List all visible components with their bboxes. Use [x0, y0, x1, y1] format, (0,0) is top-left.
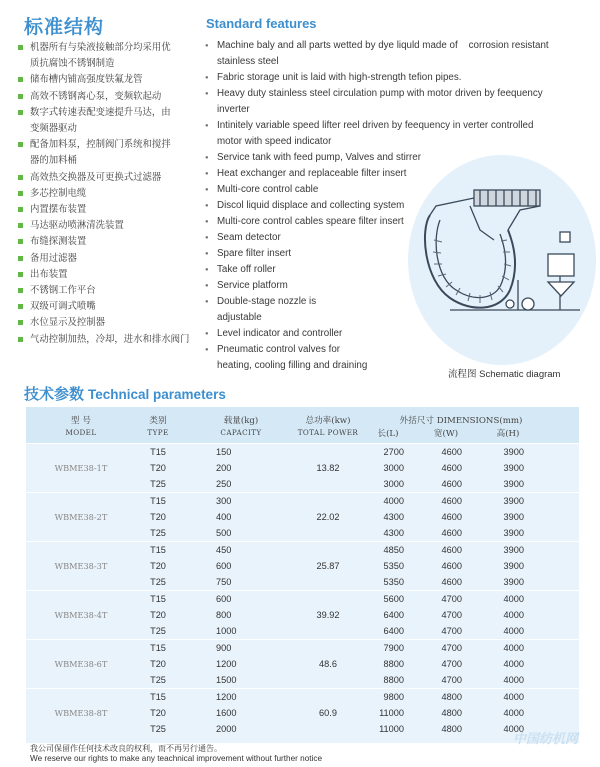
capacity-cell: 1200 — [216, 692, 237, 702]
feature-item-en — [205, 70, 575, 86]
bullet-icon — [18, 110, 23, 115]
capacity-cell: 200 — [216, 463, 232, 473]
feature-text-en: Spare filter insert — [217, 248, 292, 259]
table-row — [26, 542, 579, 558]
length-cell: 11000 — [379, 708, 404, 718]
length-cell: 6400 — [383, 610, 404, 620]
bullet-icon: ● — [205, 235, 209, 241]
height-cell: 3900 — [503, 545, 524, 555]
capacity-cell: 1500 — [216, 675, 237, 685]
bullet-icon — [18, 304, 23, 309]
type-cell: T15 — [150, 692, 166, 702]
feature-item-en — [205, 102, 575, 118]
bullet-icon: ● — [205, 203, 209, 209]
feature-item-en — [205, 118, 575, 134]
capacity-cell: 1600 — [216, 708, 237, 718]
model-name: WBME38-2T — [54, 512, 108, 522]
width-cell: 4600 — [441, 561, 462, 571]
feature-text-en: Discol liquid displace and collecting system — [217, 200, 405, 211]
width-cell: 4600 — [441, 447, 462, 457]
capacity-cell: 750 — [216, 577, 232, 587]
feature-item-cn — [12, 234, 190, 250]
feature-text-cn: 机器所有与染液接触部分均采用优 — [30, 42, 171, 53]
bullet-icon: ● — [205, 267, 209, 273]
table-row — [26, 493, 579, 509]
total-power: 22.02 — [316, 512, 340, 522]
feature-text-en: Multi-core control cable — [217, 184, 319, 195]
bullet-icon: ● — [205, 155, 209, 161]
capacity-cell: 900 — [216, 643, 232, 653]
type-cell: T15 — [150, 545, 166, 555]
bullet-icon: ● — [205, 171, 209, 177]
feature-text-en: Heat exchanger and replaceable filter insert — [217, 168, 407, 179]
header-power-en: TOTAL POWER — [297, 428, 359, 437]
table-row — [26, 591, 579, 607]
bullet-icon — [18, 223, 23, 228]
bullet-icon: ● — [205, 347, 209, 353]
feature-text-en: Seam detector — [217, 232, 281, 243]
capacity-cell: 600 — [216, 561, 232, 571]
bullet-icon — [18, 45, 23, 50]
type-cell: T15 — [150, 594, 166, 604]
width-cell: 4700 — [441, 626, 462, 636]
length-cell: 11000 — [379, 724, 404, 734]
capacity-cell: 250 — [216, 479, 232, 489]
header-power-cn: 总功率(kw) — [305, 416, 351, 426]
type-cell: T20 — [150, 659, 166, 669]
table-row — [26, 689, 579, 705]
length-cell: 2700 — [383, 447, 404, 457]
feature-text-cn: 双级可调式喷嘴 — [30, 301, 96, 313]
width-cell: 4700 — [441, 610, 462, 620]
feature-item-en — [205, 38, 575, 54]
feature-text-cn: 多芯控制电缆 — [30, 187, 87, 199]
model-group — [26, 590, 579, 639]
bullet-icon — [18, 77, 23, 82]
height-cell: 3900 — [503, 479, 524, 489]
feature-text-en: adjustable — [217, 312, 262, 323]
bullet-icon: ● — [205, 91, 209, 97]
feature-item-cn — [12, 105, 190, 121]
feature-text-en: inverter — [217, 104, 250, 115]
diagram-caption — [448, 366, 560, 380]
length-cell: 5350 — [383, 561, 404, 571]
feature-text-cn: 变频器驱动 — [30, 123, 77, 135]
height-cell: 4000 — [503, 643, 524, 653]
feature-text-cn: 布缝探测装置 — [30, 236, 87, 248]
header-power — [282, 416, 374, 438]
feature-item-cn — [12, 40, 190, 56]
height-cell: 3900 — [503, 512, 524, 522]
type-cell: T25 — [150, 724, 166, 734]
total-power: 13.82 — [316, 463, 340, 473]
height-cell: 3900 — [503, 577, 524, 587]
feature-item-cn — [12, 202, 190, 218]
bullet-icon: ● — [205, 219, 209, 225]
feature-text-en: Service tank with feed pump, Valves and stirrer — [217, 152, 422, 163]
feature-text-en: heating, cooling filling and draining — [217, 360, 368, 371]
feature-text-cn: 马达驱动喷淋清洗装置 — [30, 220, 124, 232]
length-cell: 4000 — [383, 496, 404, 506]
model-group — [26, 492, 579, 541]
length-cell: 5600 — [383, 594, 404, 604]
model-group — [26, 541, 579, 590]
bullet-icon: ● — [205, 283, 209, 289]
total-power: 39.92 — [316, 610, 340, 620]
technical-title-en: Technical parameters — [88, 387, 226, 402]
height-cell: 3900 — [503, 496, 524, 506]
width-cell: 4600 — [441, 545, 462, 555]
feature-text-cn: 不锈钢工作平台 — [30, 285, 96, 297]
capacity-cell: 1000 — [216, 626, 237, 636]
header-dimensions: 外括尺寸 DIMENSIONS(mm) — [399, 416, 523, 426]
type-cell: T20 — [150, 561, 166, 571]
table-row — [26, 574, 579, 590]
length-cell: 8800 — [383, 675, 404, 685]
width-cell: 4800 — [441, 692, 462, 702]
length-cell: 3000 — [383, 463, 404, 473]
capacity-cell: 300 — [216, 496, 232, 506]
capacity-cell: 400 — [216, 512, 232, 522]
feature-item-cn — [12, 137, 190, 153]
header-type — [136, 416, 180, 438]
model-group — [26, 639, 579, 688]
height-cell: 3900 — [503, 528, 524, 538]
bullet-icon — [18, 256, 23, 261]
table-row — [26, 460, 579, 476]
width-cell: 4700 — [441, 659, 462, 669]
table-row — [26, 525, 579, 541]
table-row — [26, 558, 579, 574]
table-row — [26, 476, 579, 492]
capacity-cell: 150 — [216, 447, 232, 457]
bullet-icon — [18, 272, 23, 277]
watermark: 中国纺机网 — [512, 732, 578, 747]
header-capacity-en: CAPACITY — [220, 428, 262, 437]
length-cell: 4300 — [383, 528, 404, 538]
feature-item-cn — [12, 315, 190, 331]
table-row — [26, 705, 579, 721]
feature-text-cn: 内置摆布装置 — [30, 204, 87, 216]
bullet-icon: ● — [205, 123, 209, 129]
type-cell: T25 — [150, 479, 166, 489]
feature-item-cn — [12, 121, 190, 137]
feature-text-en: Level indicator and controller — [217, 328, 343, 339]
feature-item-en — [205, 86, 575, 102]
length-cell: 5350 — [383, 577, 404, 587]
length-cell: 3000 — [383, 479, 404, 489]
diagram-caption-en: Schematic diagram — [479, 369, 561, 380]
model-group — [26, 443, 579, 492]
feature-text-en: Intinitely variable speed lifter reel driven by feequency in verter controlled — [217, 120, 534, 131]
total-power: 25.87 — [316, 561, 340, 571]
diagram-caption-cn: 流程图 — [448, 369, 477, 380]
type-cell: T25 — [150, 577, 166, 587]
bullet-icon — [18, 320, 23, 325]
height-cell: 3900 — [503, 447, 524, 457]
feature-item-cn — [12, 56, 190, 72]
type-cell: T20 — [150, 512, 166, 522]
bullet-icon: ● — [205, 75, 209, 81]
bullet-icon: ● — [205, 187, 209, 193]
type-cell: T25 — [150, 528, 166, 538]
bullet-icon: ● — [205, 331, 209, 337]
table-row — [26, 656, 579, 672]
header-capacity-cn: 载量(kg) — [223, 416, 259, 426]
feature-text-cn: 备用过滤器 — [30, 252, 77, 264]
bullet-icon — [18, 142, 23, 147]
notice-en: We reserve our rights to make any teachnical improvement without further notice — [30, 754, 323, 763]
model-group — [26, 688, 579, 737]
type-cell: T20 — [150, 708, 166, 718]
width-cell: 4800 — [441, 708, 462, 718]
feature-text-en: Take off roller — [217, 264, 276, 275]
feature-text-cn: 质抗腐蚀不锈钢制造 — [30, 58, 115, 70]
feature-item-cn — [12, 89, 190, 105]
feature-text-en: stainless steel — [217, 56, 279, 67]
height-cell: 4000 — [503, 708, 524, 718]
feature-item-cn — [12, 153, 190, 169]
feature-text-cn: 储布槽内铺高强度铁氟龙管 — [30, 74, 143, 86]
width-cell: 4600 — [441, 528, 462, 538]
feature-text-en: Pneumatic control valves for — [217, 344, 341, 355]
feature-item-cn — [12, 186, 190, 202]
height-cell: 4000 — [503, 594, 524, 604]
capacity-cell: 1200 — [216, 659, 237, 669]
length-cell: 6400 — [383, 626, 404, 636]
header-type-en: TYPE — [147, 428, 169, 437]
table-row — [26, 640, 579, 656]
standard-title-en: Standard features — [206, 16, 317, 31]
standard-title-cn: 标准结构 — [24, 16, 105, 38]
feature-item-en — [205, 54, 575, 70]
height-cell: 4000 — [503, 724, 524, 734]
feature-text-en: Machine baly and all parts wetted by dye liquld made of corrosion resistant — [217, 40, 549, 51]
width-cell: 4800 — [441, 724, 462, 734]
bullet-icon: ● — [205, 299, 209, 305]
header-model — [26, 416, 136, 438]
model-name: WBME38-8T — [54, 708, 108, 718]
capacity-cell: 450 — [216, 545, 232, 555]
table-row — [26, 672, 579, 688]
length-cell: 8800 — [383, 659, 404, 669]
type-cell: T15 — [150, 496, 166, 506]
schematic-diagram — [410, 170, 590, 330]
height-cell: 4000 — [503, 675, 524, 685]
height-cell: 3900 — [503, 463, 524, 473]
header-model-cn: 型 号 — [71, 416, 91, 426]
feature-text-cn: 出布装置 — [30, 268, 68, 280]
width-cell: 4600 — [441, 496, 462, 506]
model-name: WBME38-6T — [54, 659, 108, 669]
capacity-cell: 500 — [216, 528, 232, 538]
feature-text-cn: 器的加料桶 — [30, 155, 77, 167]
height-cell: 4000 — [503, 659, 524, 669]
capacity-cell: 2000 — [216, 724, 237, 734]
feature-text-en: Service platform — [217, 280, 288, 291]
type-cell: T20 — [150, 463, 166, 473]
bullet-icon: ● — [205, 251, 209, 257]
table-header — [26, 407, 579, 443]
height-cell: 3900 — [503, 561, 524, 571]
model-name: WBME38-3T — [54, 561, 108, 571]
feature-item-cn — [12, 72, 190, 88]
length-cell: 7900 — [383, 643, 404, 653]
feature-item-en — [205, 134, 575, 150]
bullet-icon — [18, 175, 23, 180]
notice-cn: 我公司保留作任何技术改良的权利，而不再另行通告。 — [30, 744, 222, 753]
parameter-table — [26, 407, 579, 743]
length-cell: 4850 — [383, 545, 404, 555]
feature-item-cn — [12, 251, 190, 267]
type-cell: T15 — [150, 643, 166, 653]
width-cell: 4700 — [441, 643, 462, 653]
height-cell: 4000 — [503, 610, 524, 620]
width-cell: 4700 — [441, 675, 462, 685]
feature-item-cn — [12, 332, 190, 348]
height-cell: 4000 — [503, 626, 524, 636]
feature-text-cn: 高效热交换器及可更换式过滤器 — [30, 171, 162, 183]
feature-text-en: Multi-core control cables speare filter insert — [217, 216, 404, 227]
height-cell: 4000 — [503, 692, 524, 702]
header-model-en: MODEL — [65, 428, 97, 437]
width-cell: 4600 — [441, 463, 462, 473]
bullet-icon — [18, 191, 23, 196]
feature-text-cn: 气动控制加热，冷却，进水和排水阀门 — [30, 333, 190, 345]
width-cell: 4600 — [441, 577, 462, 587]
type-cell: T15 — [150, 447, 166, 457]
width-cell: 4600 — [441, 512, 462, 522]
total-power: 48.6 — [319, 659, 337, 669]
length-cell: 4300 — [383, 512, 404, 522]
type-cell: T25 — [150, 675, 166, 685]
type-cell: T20 — [150, 610, 166, 620]
feature-text-cn: 水位显示及控制器 — [30, 317, 106, 329]
technical-title — [24, 383, 226, 404]
table-row — [26, 509, 579, 525]
total-power: 60.9 — [319, 708, 337, 718]
width-cell: 4600 — [441, 479, 462, 489]
table-row — [26, 607, 579, 623]
feature-list-cn — [12, 40, 190, 348]
feature-item-cn — [12, 283, 190, 299]
header-type-cn: 类别 — [149, 416, 167, 426]
bullet-icon — [18, 288, 23, 293]
feature-text-en: motor with speed indicator — [217, 136, 332, 147]
feature-item-cn — [12, 170, 190, 186]
feature-item-cn — [12, 299, 190, 315]
type-cell: T25 — [150, 626, 166, 636]
technical-title-cn: 技术参数 — [24, 385, 85, 403]
bullet-icon: ● — [205, 43, 209, 49]
feature-item-cn — [12, 218, 190, 234]
length-cell: 9800 — [383, 692, 404, 702]
feature-text-en: Heavy duty stainless steel circulation pump with motor driven by feequency — [217, 88, 543, 99]
bullet-icon — [18, 94, 23, 99]
header-height: 高(H) — [496, 429, 520, 439]
bullet-icon — [18, 239, 23, 244]
model-name: WBME38-1T — [54, 463, 108, 473]
table-row — [26, 623, 579, 639]
capacity-cell: 600 — [216, 594, 232, 604]
bullet-icon — [18, 207, 23, 212]
table-row — [26, 444, 579, 460]
width-cell: 4700 — [441, 594, 462, 604]
feature-text-en: Double-stage nozzle is — [217, 296, 317, 307]
feature-text-cn: 高效不锈钢离心泵，变频软起动 — [30, 90, 162, 102]
feature-item-cn — [12, 267, 190, 283]
table-row — [26, 721, 579, 737]
bullet-icon — [18, 337, 23, 342]
feature-text-en: Fabric storage unit is laid with high-strength tefion pipes. — [217, 72, 462, 83]
header-capacity — [206, 416, 276, 438]
header-width: 宽(W) — [433, 429, 459, 439]
header-length: 长(L) — [377, 429, 399, 439]
model-name: WBME38-4T — [54, 610, 108, 620]
feature-text-cn: 数字式转速表配变速提升马达，由 — [30, 106, 171, 118]
feature-text-cn: 配备加料泵，控制阀门系统和搅拌 — [30, 139, 171, 151]
capacity-cell: 800 — [216, 610, 232, 620]
